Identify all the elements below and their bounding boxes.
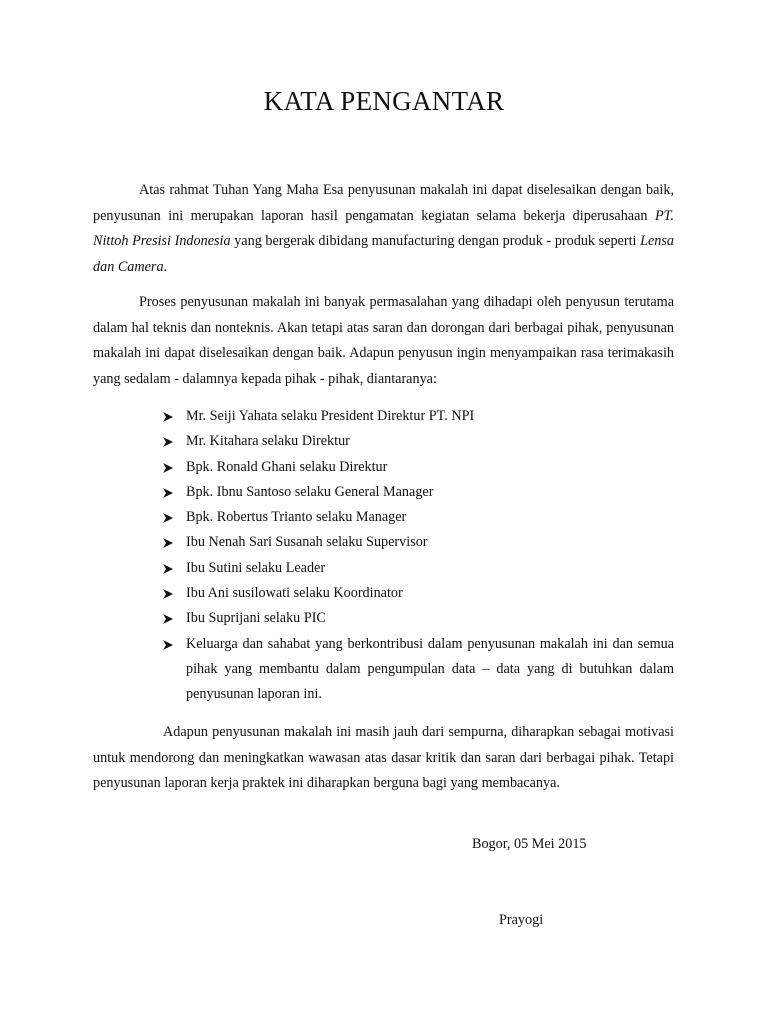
list-item: [160, 404, 674, 429]
list-item-text: Mr. Kitahara selaku Direktur: [186, 433, 350, 450]
arrowhead-bullet-icon: [162, 613, 174, 625]
place-date: Bogor, 05 Mei 2015: [472, 836, 587, 852]
arrowhead-bullet-icon: [162, 462, 174, 474]
list-item: [160, 581, 674, 606]
list-item-text: Ibu Suprijani selaku PIC: [186, 610, 326, 627]
arrowhead-bullet-icon: [162, 512, 174, 524]
arrowhead-bullet-icon: [162, 639, 174, 651]
author-name: Prayogi: [499, 912, 544, 928]
list-item: [160, 505, 674, 530]
list-item-text: Ibu Nenah Sari Susanah selaku Supervisor: [186, 534, 428, 551]
list-item-text: Ibu Sutini selaku Leader: [186, 559, 326, 576]
list-item-text: Bpk. Robertus Trianto selaku Manager: [186, 509, 407, 526]
intro-text-3: .: [163, 258, 168, 275]
list-item-text: Mr. Seiji Yahata selaku President Direktur PT. NPI: [186, 408, 475, 424]
arrowhead-bullet-icon: [162, 563, 174, 575]
list-item: [160, 606, 674, 631]
closing-paragraph: Adapun penyusunan makalah ini masih jauh dari sempurna, diharapkan sebagai motivasi untuk mendorong dan meningkatkan wawasan atas dasar kritik dan saran dari berbagai pihak. Tetapi penyusunan laporan kerja praktek ini diharapkan berguna bagi yang membacanya.: [93, 724, 674, 792]
gratitude-paragraph: Proses penyusunan makalah ini banyak permasalahan yang dihadapi oleh penyusun terutama dalam hal teknis dan nonteknis. Akan tetapi atas saran dan dorongan dari berbagai pihak, penyusunan makalah ini dapat diselesaikan dengan baik. Adapun penyusun ingin menyampaikan rasa terimakasih yang sedalam - dalamnya kepada pihak - pihak, diantaranya:: [93, 294, 674, 387]
list-item: [160, 530, 674, 555]
company-name: PT. Nittoh Presisi Indonesia: [93, 207, 674, 250]
intro-text-1: Atas rahmat Tuhan Yang Maha Esa penyusunan makalah ini dapat diselesaikan dengan baik, penyusunan ini merupakan laporan hasil pengamatan kegiatan selama bekerja diperusahaan: [93, 182, 674, 224]
intro-paragraph: [93, 178, 674, 280]
list-item: [160, 632, 674, 708]
products-name: Lensa dan Camera: [93, 233, 674, 275]
arrowhead-bullet-icon: [162, 487, 174, 499]
arrowhead-bullet-icon: [162, 411, 174, 423]
page-title: KATA PENGANTAR: [263, 86, 505, 116]
list-item: [160, 556, 674, 581]
intro-text-2: yang bergerak dibidang manufacturing dengan produk - produk seperti: [230, 233, 641, 250]
list-item-text: Bpk. Ronald Ghani selaku Direktur: [186, 458, 388, 475]
list-item-text: Bpk. Ibnu Santoso selaku General Manager: [186, 483, 434, 500]
list-item: [160, 455, 674, 480]
arrowhead-bullet-icon: [162, 537, 174, 549]
arrowhead-bullet-icon: [162, 588, 174, 600]
list-item-text: Keluarga dan sahabat yang berkontribusi dalam penyusunan makalah ini dan semua pihak yang membantu dalam pengumpulan data – data yang di butuhkan dalam penyusunan laporan ini.: [186, 635, 674, 703]
list-item-text: Ibu Ani susilowati selaku Koordinator: [186, 585, 403, 602]
list-item: [160, 480, 674, 505]
arrowhead-bullet-icon: [162, 436, 174, 448]
thanks-list: [160, 404, 674, 708]
list-item: [160, 429, 674, 454]
